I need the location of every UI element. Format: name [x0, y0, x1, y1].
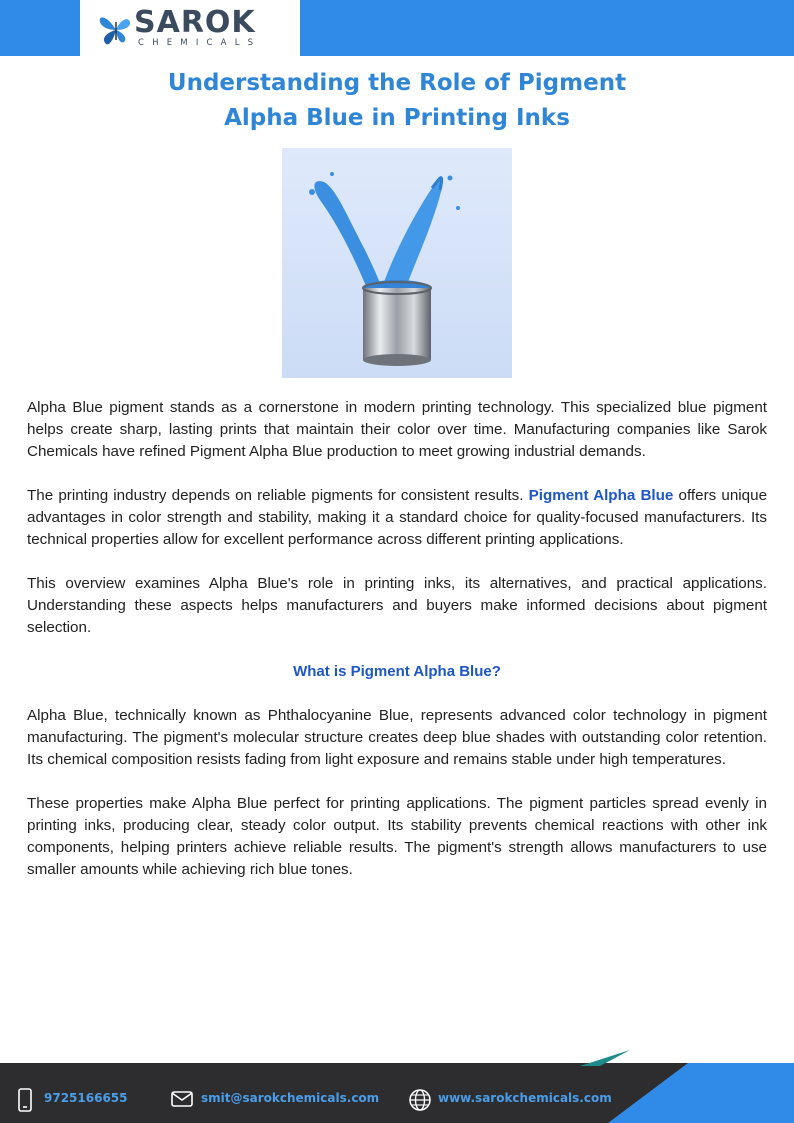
- footer-phone[interactable]: [16, 1088, 156, 1110]
- globe-icon: [408, 1088, 432, 1112]
- footer-website[interactable]: [408, 1088, 618, 1110]
- intro-p2-text-end: offers unique advantages in color strength and stability, making it a standard choice for quality-focused manufacturers. Its technical properties allow for excellent performance across different printing applications.: [27, 487, 768, 548]
- phone-number: 9725166655: [44, 1091, 128, 1105]
- intro-p2-text-start: The printing industry depends on reliable pigments for consistent results.: [27, 487, 529, 504]
- butterfly-logo-icon: [96, 12, 134, 48]
- title-line-1: Understanding the Role of Pigment: [167, 70, 627, 96]
- logo[interactable]: [80, 0, 300, 56]
- title-line-2: Alpha Blue in Printing Inks: [224, 105, 570, 131]
- website-url: www.sarokchemicals.com: [438, 1091, 612, 1105]
- footer-decoration: [560, 1046, 794, 1123]
- brand-subtitle: CHEMICALS: [138, 38, 262, 48]
- intro-paragraph-1: Alpha Blue pigment stands as a cornerstone in modern printing technology. This specialized blue pigment helps create sharp, lasting prints that maintain their color over time. Manufacturing companies like Sarok Chemicals have refined Pigment Alpha Blue production to meet growing industrial demands.: [27, 399, 767, 460]
- intro-paragraph-3: This overview examines Alpha Blue's role in printing inks, its alternatives, and practical applications. Understanding these aspects helps manufacturers and buyers make informed decisions about pigment selection.: [27, 575, 767, 636]
- section-heading: What is Pigment Alpha Blue?: [293, 663, 501, 680]
- phone-icon: [16, 1088, 34, 1112]
- article-body: [27, 397, 767, 903]
- page-title: [0, 66, 794, 136]
- brand-name: SAROK: [134, 5, 256, 40]
- footer-email[interactable]: [170, 1088, 390, 1110]
- section-paragraph-1: Alpha Blue, technically known as Phthalocyanine Blue, represents advanced color technology in pigment manufacturing. The pigment's molecular structure creates deep blue shades with outstanding color retention. Its chemical composition resists fading from light exposure and remains stable under high temperatures.: [27, 707, 767, 768]
- pigment-alpha-blue-link[interactable]: Pigment Alpha Blue: [528, 487, 674, 504]
- email-address: smit@sarokchemicals.com: [201, 1091, 380, 1105]
- intro-paragraph-2: [27, 485, 767, 551]
- mail-icon: [170, 1088, 194, 1110]
- paint-splash-image: [282, 148, 512, 378]
- section-paragraph-2: These properties make Alpha Blue perfect for printing applications. The pigment particles spread evenly in printing inks, producing clear, steady color output. Its stability prevents chemical reactions with other ink components, helping printers achieve reliable results. The pigment's strength allows manufacturers to use smaller amounts while achieving rich blue tones.: [27, 795, 767, 878]
